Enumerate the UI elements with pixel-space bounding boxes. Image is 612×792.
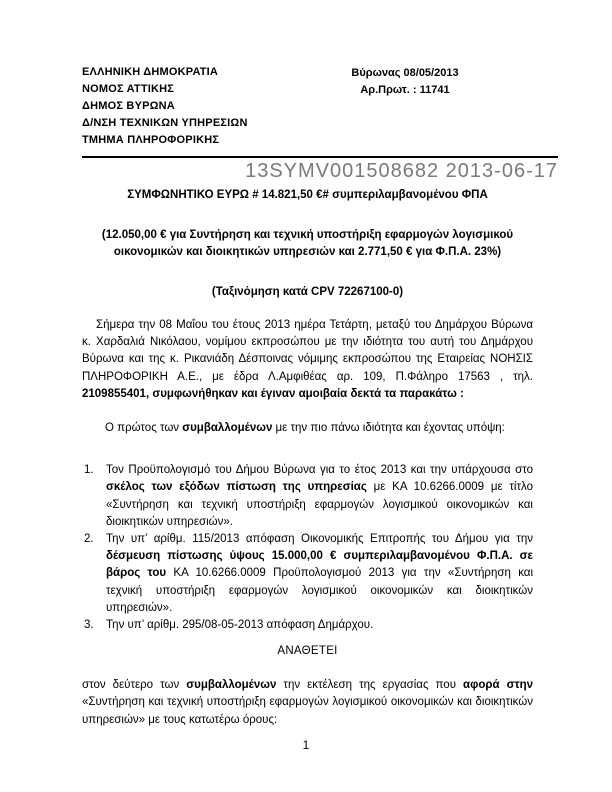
text-segment: αφορά στην bbox=[463, 679, 533, 692]
list-item bbox=[106, 531, 533, 617]
authority-line-municipality: ΔΗΜΟΣ ΒΥΡΩΝΑ bbox=[82, 100, 175, 112]
text-segment: συμφωνήθηκαν και έγιναν αμοιβαία δεκτά τα παρακάτω : bbox=[152, 387, 464, 400]
text-segment: την εκτέλεση της εργασίας που bbox=[276, 679, 464, 692]
authority-line-department: ΤΜΗΜΑ ΠΛΗΡΟΦΟΡΙΚΗΣ bbox=[82, 134, 220, 146]
authority-line-prefecture: ΝΟΜΟΣ ΑΤΤΙΚΗΣ bbox=[82, 83, 175, 95]
place-date: Βύρωνας 08/05/2013 bbox=[351, 67, 459, 79]
text-segment: σκέλος των εξόδων πίστωση της υπηρεσίας bbox=[106, 481, 367, 494]
header-divider-line bbox=[82, 156, 558, 158]
text-segment: συμβαλλομένων bbox=[186, 679, 277, 692]
protocol-number: Αρ.Πρωτ. : 11741 bbox=[360, 84, 450, 96]
cpv-classification: (Ταξινόμηση κατά CPV 72267100-0) bbox=[211, 286, 404, 298]
preamble-paragraph bbox=[82, 420, 533, 437]
text-segment: Σήμερα την 08 Μαΐου του έτους 2013 ημέρα Τετάρτη, μεταξύ του Δημάρχου Βύρωνα κ. Χαρδαλιά Νικόλαου, νομίμου εκπροσώπου με την ιδιότητα του αυτή του Δημάρχου Βύρωνα και της κ. Ρικανιάδη Δέσποινας νόμιμης εκπροσώπου της Εταιρείας ΝΟΗΣΙΣ ΠΛΗΡΟΦΟΡΙΚΗ Α.Ε., με έδρα Λ.Αμφιθέας αρ. 109, Π.Φάληρο 17563 , τηλ. bbox=[82, 319, 533, 383]
authority-line-republic: ΕΛΛΗΝΙΚΗ ΔΗΜΟΚΡΑΤΙΑ bbox=[82, 66, 219, 78]
diavgeia-ada-stamp: 13SYMV001508682 2013-06-17 bbox=[245, 160, 558, 182]
amount-breakdown: (12.050,00 € για Συντήρηση και τεχνική υποστήριξη εφαρμογών λογισμικού οικονομικών και διοικητικών υπηρεσιών και 2.771,50 € για Φ.Π.Α. 23%) bbox=[101, 229, 514, 258]
text-segment: Ο πρώτος των bbox=[105, 422, 183, 435]
text-segment: Τον Προϋπολογισμό του Δήμου Βύρωνα για το έτος 2013 και την υπάρχουσα στο bbox=[106, 464, 533, 477]
text-segment: δέσμευση πίστωσης ύψους 15.000,00 € συμπεριλαμβανομένου Φ.Π.Α. σε βάρος του bbox=[106, 550, 533, 580]
text-segment: στον δεύτερο των bbox=[82, 679, 187, 692]
date-protocol-block bbox=[305, 65, 505, 99]
list-item bbox=[106, 462, 533, 531]
intro-paragraph bbox=[82, 317, 533, 403]
considerations-list bbox=[82, 462, 533, 634]
document-content bbox=[82, 64, 558, 740]
text-segment: «Συντήρηση και τεχνική υποστήριξη εφαρμογών λογισμικού οικονομικών και διοικητικών υπηρεσιών» με τους κατωτέρω όρους: bbox=[82, 696, 533, 726]
text-segment: συμβαλλομένων bbox=[182, 422, 273, 435]
list-item bbox=[106, 617, 533, 634]
award-heading: ΑΝΑΘΕΤΕΙ bbox=[277, 645, 338, 658]
document-header bbox=[82, 64, 533, 149]
text-segment: με ΚΑ 10.6266.0009 με τίτλο «Συντήρηση και τεχνική υποστήριξη εφαρμογών λογισμικού οικονομικών και διοικητικών υπηρεσιών». bbox=[106, 481, 533, 528]
contract-title: ΣΥΜΦΩΝΗΤΙΚΟ ΕΥΡΩ # 14.821,50 €# συμπεριλαμβανομένου ΦΠΑ bbox=[127, 189, 488, 201]
text-segment: με την πιο πάνω ιδιότητα και έχοντας υπόψη: bbox=[272, 422, 505, 435]
authority-line-directorate: Δ/ΝΣΗ ΤΕΧΝΙΚΩΝ ΥΠΗΡΕΣΙΩΝ bbox=[82, 117, 248, 129]
page-number: 1 bbox=[302, 738, 310, 752]
text-segment: ΚΑ 10.6266.0009 Προϋπολογισμού 2013 για την «Συντήρηση και τεχνική υποστήριξη εφαρμογών λογισμικού οικονομικών και διοικητικών υπηρεσιών». bbox=[106, 567, 534, 614]
text-segment: Την υπ’ αρίθμ. 295/08-05-2013 απόφαση Δημάρχου. bbox=[106, 619, 374, 632]
text-segment: 2109855401, bbox=[82, 387, 150, 400]
text-segment: Την υπ’ αρίθμ. 115/2013 απόφαση Οικονομικής Επιτροπής του Δήμου για την bbox=[106, 533, 533, 546]
closing-paragraph bbox=[82, 677, 533, 729]
